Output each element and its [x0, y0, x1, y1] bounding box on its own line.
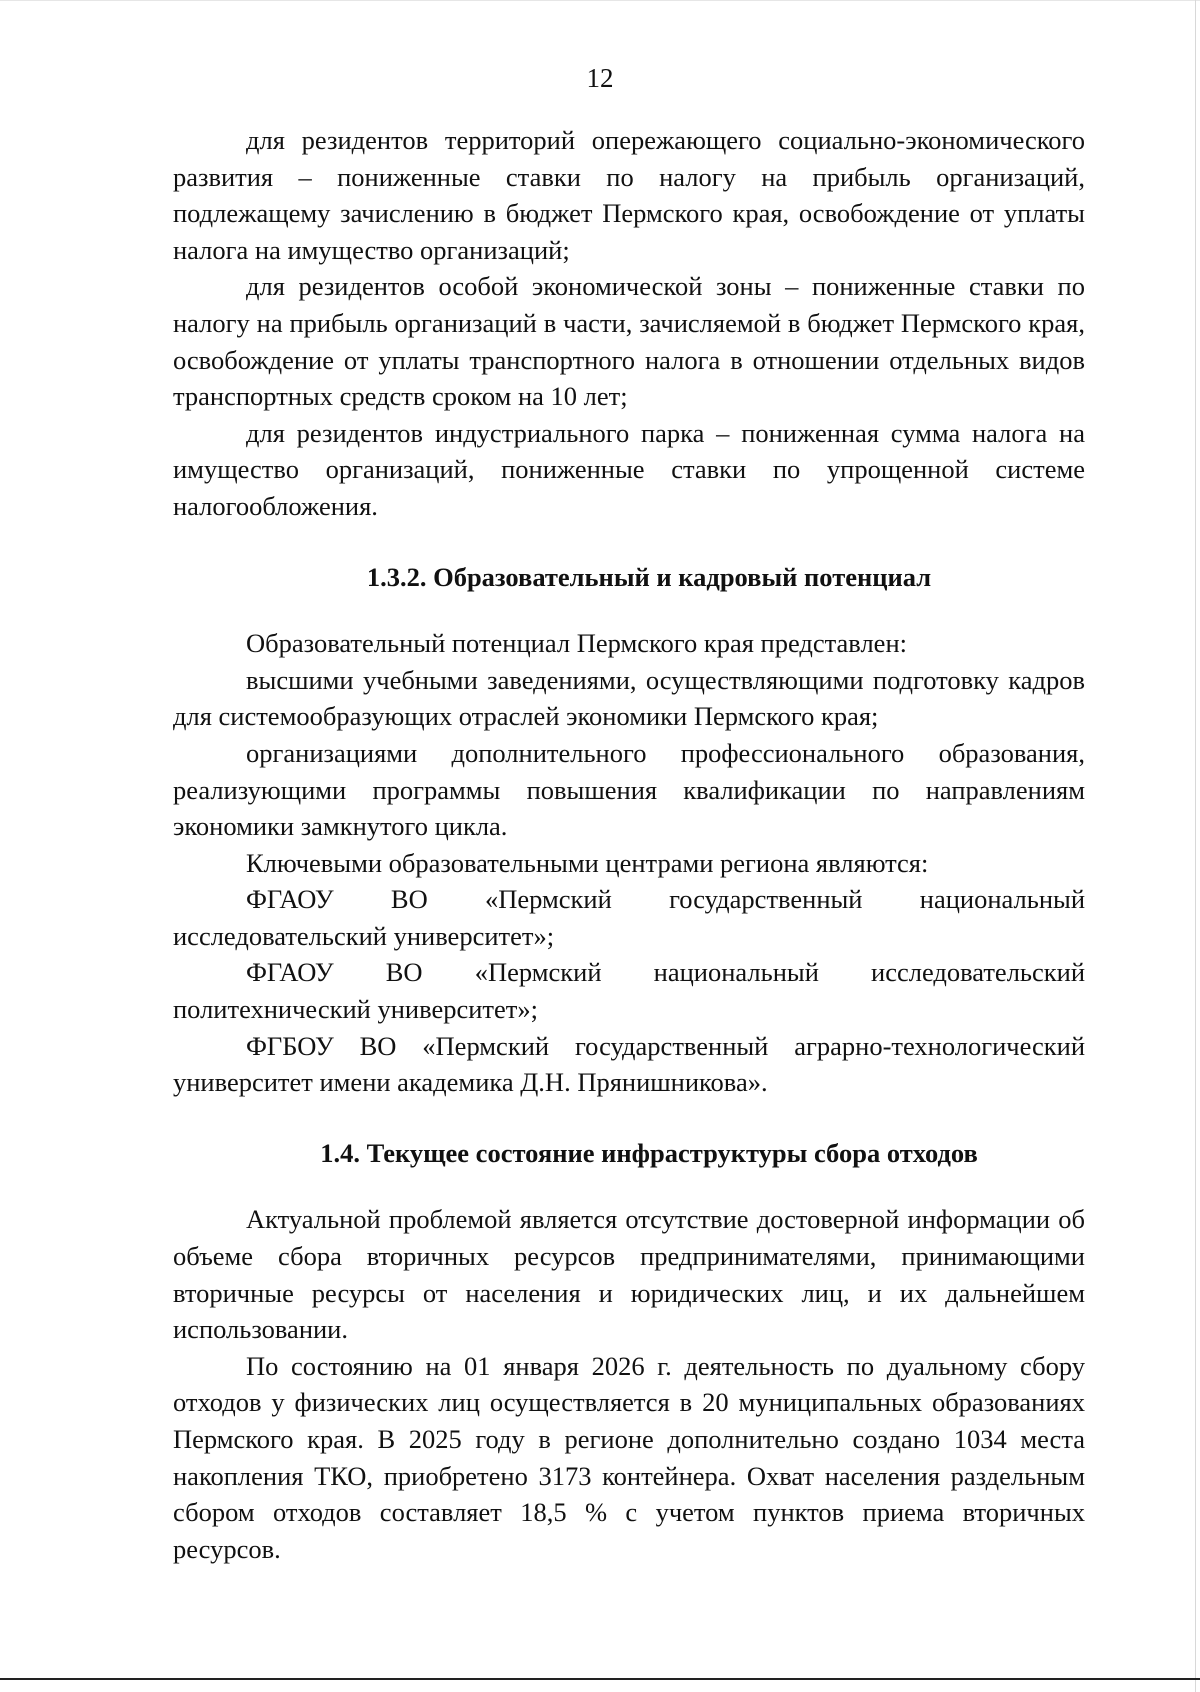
paragraph: для резидентов территорий опережающего социально-экономического развития – пониженные ставки по налогу на прибыль организаций, подлежащему зачислению в бюджет Пермского края, освобождение от уплаты налога на имущество организаций; — [173, 125, 1085, 265]
scan-edge-top — [0, 0, 1200, 1]
paragraph: ФГБОУ ВО «Пермский государственный аграрно-технологический университет имени академика Д.Н. Прянишникова». — [173, 1030, 1085, 1098]
paragraph: для резидентов особой экономической зоны – пониженные ставки по налогу на прибыль организаций в части, зачисляемой в бюджет Пермского края, освобождение от уплаты транспортного налога в отношении отдельных видов транспортных средств сроком на 10 лет; — [173, 271, 1085, 412]
education-section — [173, 625, 1085, 1101]
document-body — [173, 122, 1085, 1567]
tax-benefits-section — [173, 122, 1085, 525]
paragraph: По состоянию на 01 января 2026 г. деятельность по дуальному сбору отходов у физических лиц осуществляется в 20 муниципальных образованиях Пермского края. В 2025 году в регионе дополнительно создано 1034 места накопления ТКО, приобретено 3173 контейнера. Охват населения раздельным сбором отходов составляет 18,5 % с учетом пунктов приема вторичных ресурсов. — [173, 1350, 1085, 1564]
paragraph: для резидентов индустриального парка – пониженная сумма налога на имущество организаций, пониженные ставки по упрощенной системе налогообложения. — [173, 417, 1085, 521]
paragraph: Актуальной проблемой является отсутствие достоверной информации об объеме сбора вторичных ресурсов предпринимателями, принимающими вторичные ресурсы от населения и юридических лиц, и их дальнейшем использовании. — [173, 1204, 1085, 1345]
waste-infrastructure-section — [173, 1201, 1085, 1567]
paragraph: ФГАОУ ВО «Пермский государственный национальный исследовательский университет»; — [173, 884, 1085, 951]
paragraph: Образовательный потенциал Пермского края представлен: — [246, 628, 907, 659]
section-heading-waste-infrastructure: 1.4. Текущее состояние инфраструктуры сбора отходов — [320, 1137, 978, 1168]
paragraph: Ключевыми образовательными центрами региона являются: — [246, 847, 929, 878]
scan-edge-right — [1195, 0, 1196, 1692]
paragraph: ФГАОУ ВО «Пермский национальный исследовательский политехнический университет»; — [173, 957, 1085, 1025]
paragraph: высшими учебными заведениями, осуществляющими подготовку кадров для системообразующих отраслей экономики Пермского края; — [173, 664, 1085, 732]
page-number: 12 — [586, 63, 614, 93]
section-heading-education: 1.3.2. Образовательный и кадровый потенциал — [366, 561, 932, 592]
scan-edge-bottom — [0, 1678, 1200, 1680]
paragraph: организациями дополнительного профессионального образования, реализующими программы повышения квалификации по направлениям экономики замкнутого цикла. — [173, 737, 1085, 842]
